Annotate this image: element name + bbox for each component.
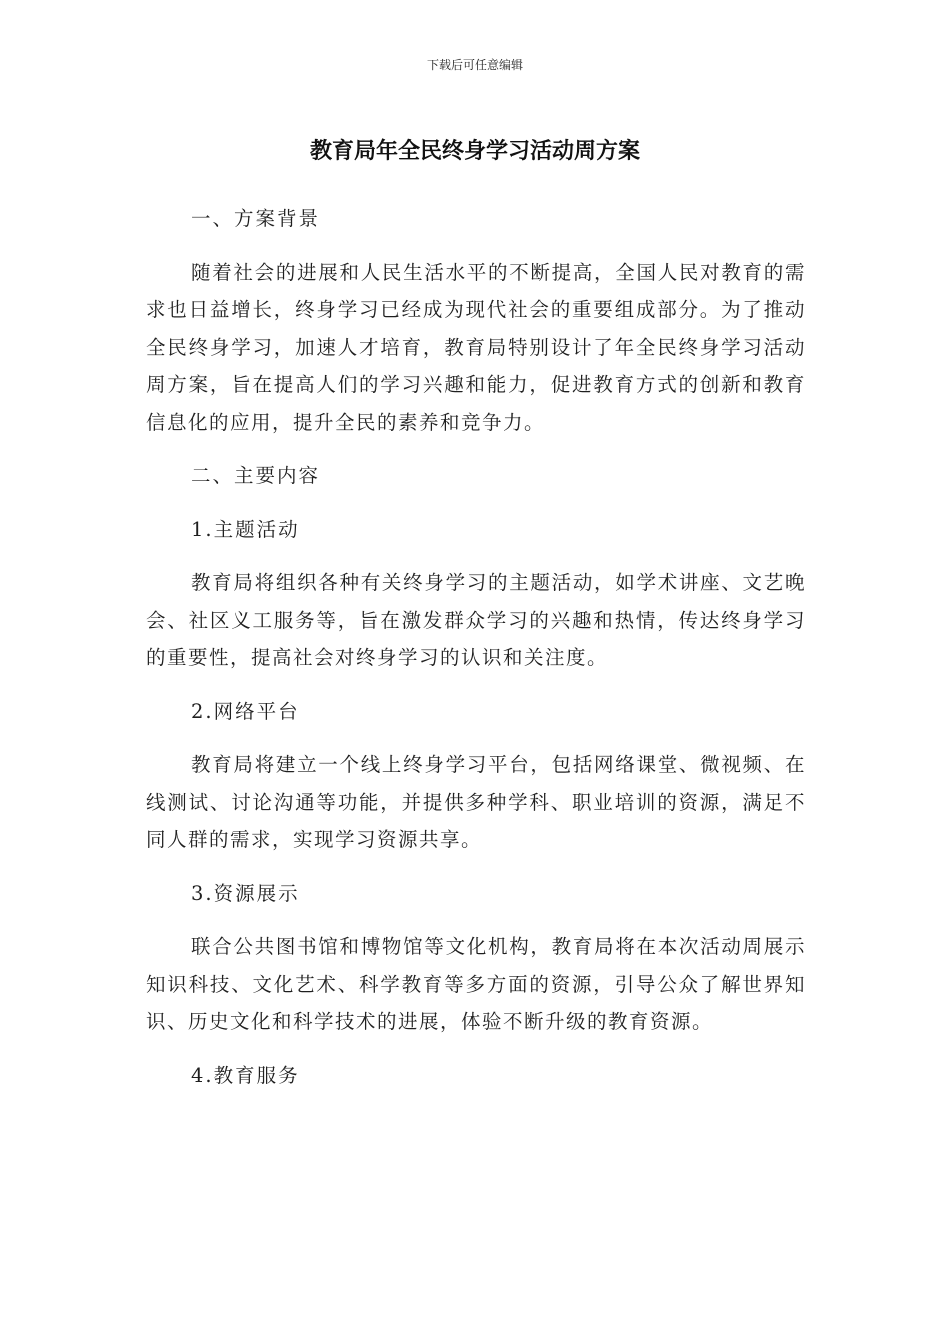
document-title: 教育局年全民终身学习活动周方案 xyxy=(309,139,640,164)
header-note: 下载后可任意编辑 xyxy=(426,58,523,72)
subheading-theme-activities: 1.主题活动 xyxy=(191,517,300,541)
section-heading-background: 一、方案背景 xyxy=(191,207,321,230)
paragraph-theme-activities: 教育局将组织各种有关终身学习的主题活动，如学术讲座、文艺晚会、社区义工服务等，旨在激发群众学习的兴趣和热情，传达终身学习的重要性，提高社会对终身学习的认识和关注度。 xyxy=(146,571,806,669)
subheading-education-services: 4.教育服务 xyxy=(191,1063,300,1087)
paragraph-resource-display: 联合公共图书馆和博物馆等文化机构，教育局将在本次活动周展示知识科技、文化艺术、科学教育等多方面的资源，引导公众了解世界知识、历史文化和科学技术的进展，体验不断升级的教育资源。 xyxy=(146,935,806,1033)
document-body xyxy=(146,200,806,1094)
paragraph-background: 随着社会的进展和人民生活水平的不断提高，全国人民对教育的需求也日益增长，终身学习已经成为现代社会的重要组成部分。为了推动全民终身学习，加速人才培育，教育局特别设计了年全民终身学习活动周方案，旨在提高人们的学习兴趣和能力，促进教育方式的创新和教育信息化的应用，提升全民的素养和竞争力。 xyxy=(146,260,806,434)
subheading-resource-display: 3.资源展示 xyxy=(191,881,300,905)
subheading-online-platform: 2.网络平台 xyxy=(191,699,300,723)
paragraph-online-platform: 教育局将建立一个线上终身学习平台，包括网络课堂、微视频、在线测试、讨论沟通等功能，并提供多种学科、职业培训的资源，满足不同人群的需求，实现学习资源共享。 xyxy=(146,753,806,851)
section-heading-main-content: 二、主要内容 xyxy=(191,464,321,487)
